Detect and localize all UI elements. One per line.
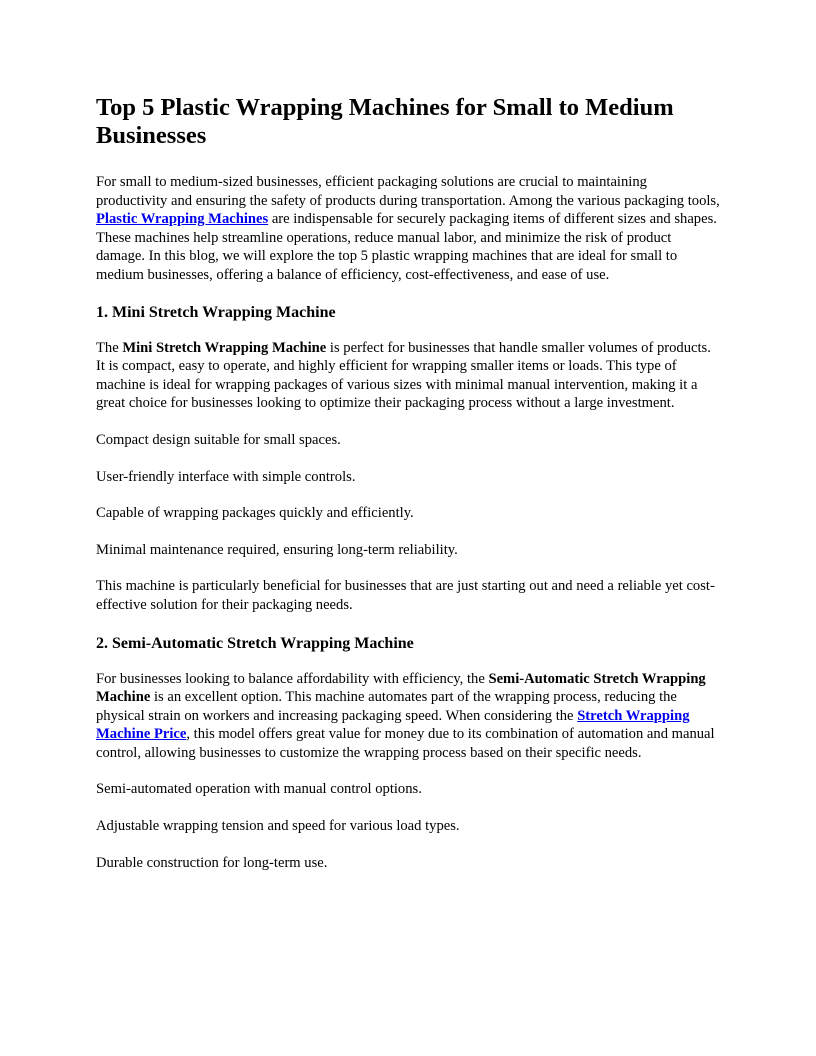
section2-feature: Adjustable wrapping tension and speed for various load types. [96, 818, 460, 835]
section1-feature: Minimal maintenance required, ensuring long-term reliability. [96, 541, 458, 558]
plastic-wrapping-machines-link[interactable]: Plastic Wrapping Machines [96, 211, 269, 228]
section2-text-rest: , this model offers great value for money due to its combination of automation and manual control, allowing businesses to customize the wrapping process based on their specific needs. [96, 726, 715, 761]
section1-closing: This machine is particularly beneficial for businesses that are just starting out and need a reliable yet cost-effective solution for their packaging needs. [96, 578, 715, 613]
section2-bold-term: Semi-Automatic Stretch Wrapping Machine [96, 670, 706, 706]
section1-feature: Capable of wrapping packages quickly and efficiently. [96, 505, 414, 522]
section1-feature: Compact design suitable for small spaces. [96, 431, 341, 448]
intro-text-end: are indispensable for securely packaging items of different sizes and shapes. These machines help streamline operations, reduce manual labor, and minimize the risk of product damage. In this blog, we will explore the top 5 plastic wrapping machines that are ideal for small to medium businesses, offering a balance of efficiency, cost-effectiveness, and ease of use. [96, 211, 717, 283]
section2-feature: Semi-automated operation with manual control options. [96, 781, 422, 798]
section2-feature: Durable construction for long-term use. [96, 854, 328, 871]
section1-text-start: The [96, 339, 123, 356]
section1-text-rest: is perfect for businesses that handle smaller volumes of products. It is compact, easy to operate, and highly efficient for wrapping smaller items or loads. This type of machine is ideal for wrapping packages of various sizes with minimal manual intervention, making it a great choice for businesses looking to optimize their packaging process without a large investment. [96, 339, 711, 412]
stretch-wrapping-machine-price-link[interactable]: Stretch Wrapping Machine Price [96, 707, 690, 743]
section2-text-start: For businesses looking to balance affordability with efficiency, the [96, 670, 489, 687]
section1-feature: User-friendly interface with simple controls. [96, 468, 356, 485]
intro-paragraph [96, 173, 720, 285]
section1-bold-term: Mini Stretch Wrapping Machine [122, 339, 327, 356]
section1-paragraph [96, 339, 720, 413]
section2-heading: 2. Semi-Automatic Stretch Wrapping Machine [96, 634, 414, 652]
page-title: Top 5 Plastic Wrapping Machines for Small to Medium Businesses [96, 94, 674, 149]
section2-paragraph [96, 670, 720, 763]
document-page [96, 94, 720, 890]
intro-text-start: For small to medium-sized businesses, efficient packaging solutions are crucial to maintaining productivity and ensuring the safety of products during transportation. Among the various packaging tools, [96, 174, 720, 209]
section1-heading: 1. Mini Stretch Wrapping Machine [96, 303, 336, 321]
section2-text-mid: is an excellent option. This machine automates part of the wrapping process, reducing the physical strain on workers and increasing packaging speed. When considering the [96, 689, 677, 724]
